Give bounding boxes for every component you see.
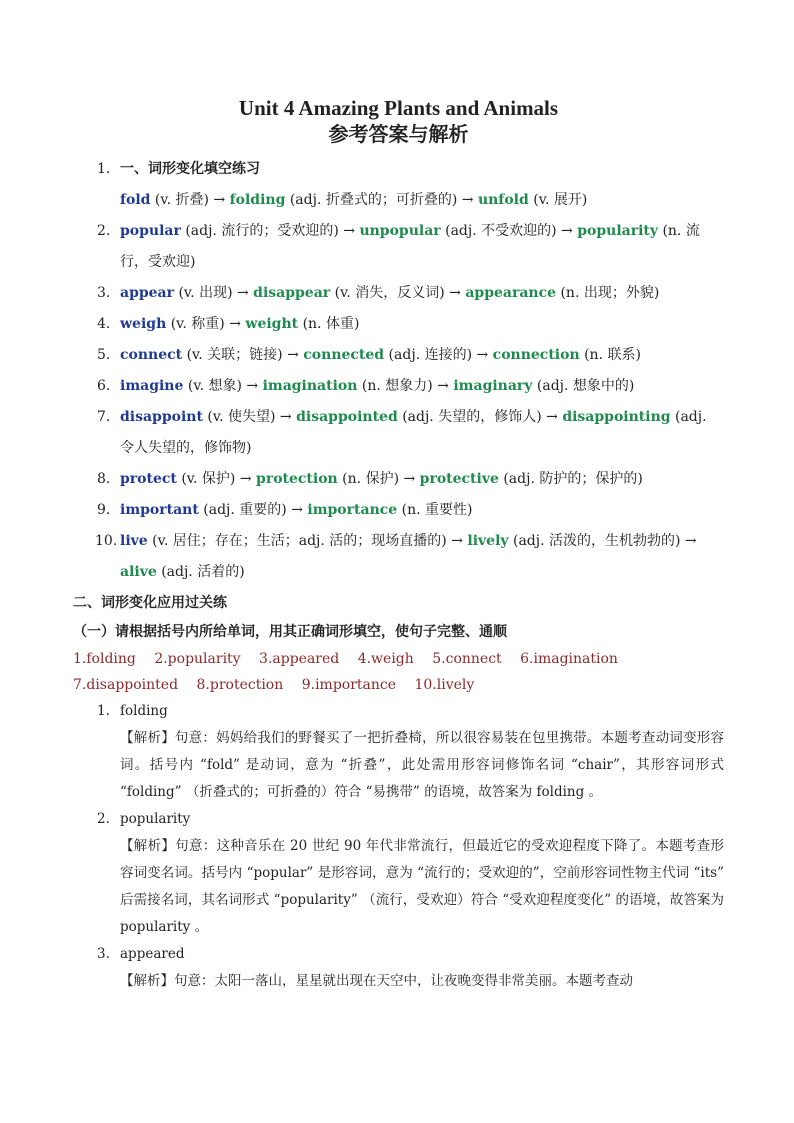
word-gloss: (v. 使失望) → — [202, 409, 297, 425]
word-gloss: (v. 想象) → — [183, 378, 263, 394]
word-gloss: (v. 关联；链接) → — [182, 347, 304, 363]
section-two-heading: 二、词形变化应用过关练 — [73, 595, 227, 611]
word-gloss: (adj. 失望的，修饰人) → — [397, 409, 563, 425]
section-one-heading: 一、词形变化填空练习 — [120, 161, 260, 177]
answer-item: 9.importance — [301, 677, 397, 693]
explanation-answer: popularity — [120, 811, 191, 827]
explanation-text: 【解析】句意：太阳一落山，星星就出现在天空中，让夜晚变得非常美丽。本题考查动 — [120, 973, 633, 989]
explanation-list — [73, 698, 724, 995]
explanation-item — [73, 698, 724, 806]
vocab-item — [73, 309, 724, 340]
vocab-line — [120, 340, 724, 371]
derived-word: alive — [120, 564, 157, 580]
vocab-item-number: 8. — [97, 471, 111, 487]
word-gloss: (n. 联系) — [579, 347, 641, 363]
base-word: important — [120, 502, 199, 518]
vocab-item — [73, 464, 724, 495]
base-word: disappoint — [120, 409, 203, 425]
word-gloss: (adj. 流行的；受欢迎的) → — [180, 223, 360, 239]
word-gloss: (adj. 连接的) → — [384, 347, 493, 363]
word-gloss: (v. 消失，反义词) → — [330, 285, 466, 301]
vocab-line — [120, 464, 724, 495]
derived-word: importance — [307, 502, 398, 518]
vocab-line — [120, 371, 724, 402]
base-word: weigh — [120, 316, 167, 332]
vocab-item-number: 3. — [97, 285, 111, 301]
word-gloss: (n. 想象力) → — [357, 378, 454, 394]
word-gloss: (n. 保护) → — [337, 471, 420, 487]
vocab-item — [73, 216, 724, 278]
base-word: fold — [120, 192, 151, 208]
word-gloss: (adj. 活着的) — [156, 564, 245, 580]
word-gloss: (v. 保护) → — [176, 471, 257, 487]
word-gloss: (v. 折叠) → — [150, 192, 230, 208]
answer-item: 5.connect — [432, 651, 502, 667]
base-word: imagine — [120, 378, 184, 394]
word-gloss: (v. 称重) → — [166, 316, 246, 332]
vocab-line — [120, 309, 724, 340]
word-formation-list — [73, 154, 724, 588]
derived-word: folding — [229, 192, 286, 208]
base-word: popular — [120, 223, 181, 239]
vocab-item — [73, 495, 724, 526]
word-gloss: (v. 出现) → — [174, 285, 254, 301]
vocab-item — [73, 278, 724, 309]
derived-word: imagination — [262, 378, 358, 394]
explanation-number: 1. — [97, 703, 110, 719]
answer-item: 7.disappointed — [73, 677, 179, 693]
derived-word: appearance — [465, 285, 557, 301]
word-gloss: (n. 出现；外貌) — [556, 285, 660, 301]
vocab-item-number: 1. — [97, 161, 111, 177]
vocab-line — [120, 216, 724, 278]
derived-word: unfold — [477, 192, 529, 208]
derived-word: disappointing — [562, 409, 671, 425]
explanation-text: 【解析】句意：这种音乐在 20 世纪 90 年代非常流行，但最近它的受欢迎程度下降了。本题考查形容词变名词。括号内 “popular” 是形容词，意为 “流行的；受欢迎的”，空前形容词性物主代词 “its” 后需接名词，其名词形式 “popularity” （流行，受欢迎）符合 “受欢迎程度变化” 的语境，故答案为 popularity 。 — [120, 838, 724, 935]
derived-word: connection — [492, 347, 580, 363]
explanation-number: 3. — [97, 946, 110, 962]
answer-item: 2.popularity — [154, 651, 241, 667]
word-gloss: (adj. 不受欢迎的) → — [440, 223, 578, 239]
derived-word: weight — [245, 316, 299, 332]
base-word: connect — [120, 347, 183, 363]
explanation-answer: folding — [120, 703, 168, 719]
answer-item: 6.imagination — [520, 651, 618, 667]
document-title: Unit 4 Amazing Plants and Animals — [238, 96, 559, 120]
explanation-answer: appeared — [120, 946, 185, 962]
word-gloss: (n. 重要性) — [397, 502, 473, 518]
explanation-text: 【解析】句意：妈妈给我们的野餐买了一把折叠椅，所以很容易装在包里携带。本题考查动词变形容词。括号内 “fold” 是动词，意为 “折叠”，此处需用形容词修饰名词 “chair”，其形容词形式 “folding” （折叠式的；可折叠的）符合 “易携带” 的语境，故答案为 folding 。 — [120, 730, 724, 800]
base-word: protect — [120, 471, 177, 487]
explanation-number: 2. — [97, 811, 110, 827]
word-gloss: (adj. 防护的；保护的) — [498, 471, 643, 487]
answer-item: 4.weigh — [357, 651, 414, 667]
vocab-item-number: 7. — [97, 409, 111, 425]
word-gloss: (n. 体重) — [298, 316, 360, 332]
word-gloss: (v. 居住；存在；生活；adj. 活的；现场直播的) → — [147, 533, 468, 549]
vocab-item-number: 2. — [97, 223, 111, 239]
vocab-item-number: 4. — [97, 316, 111, 332]
derived-word: disappear — [253, 285, 331, 301]
vocab-item-number: 9. — [97, 502, 111, 518]
derived-word: lively — [467, 533, 509, 549]
answer-item: 1.folding — [73, 651, 136, 667]
answer-item: 8.protection — [196, 677, 284, 693]
base-word: appear — [120, 285, 175, 301]
vocab-item — [73, 340, 724, 371]
derived-word: popularity — [577, 223, 658, 239]
word-gloss: (n. 流行，受欢迎) — [120, 223, 700, 270]
word-gloss: (adj. 活泼的，生机勃勃的) → — [508, 533, 697, 549]
vocab-line — [120, 185, 724, 216]
vocab-item — [73, 526, 724, 588]
answer-key — [73, 646, 724, 698]
vocab-item — [73, 154, 724, 216]
word-gloss: (adj. 重要的) → — [198, 502, 308, 518]
derived-word: protection — [256, 471, 338, 487]
derived-word: disappointed — [296, 409, 398, 425]
vocab-item-number: 6. — [97, 378, 111, 394]
vocab-item — [73, 402, 724, 464]
vocab-item-number: 5. — [97, 347, 111, 363]
vocab-line — [120, 526, 724, 588]
answer-item: 10.lively — [414, 677, 475, 693]
vocab-line — [120, 402, 724, 464]
base-word: live — [120, 533, 148, 549]
word-gloss: (adj. 令人失望的，修饰物) — [120, 409, 707, 456]
derived-word: connected — [303, 347, 385, 363]
section-two-subheading: （一）请根据括号内所给单词，用其正确词形填空，使句子完整、通顺 — [73, 624, 507, 640]
word-gloss: (adj. 折叠式的；可折叠的) → — [285, 192, 478, 208]
explanation-item — [73, 941, 724, 995]
vocab-line — [120, 278, 724, 309]
vocab-line — [120, 495, 724, 526]
derived-word: imaginary — [453, 378, 533, 394]
explanation-item — [73, 806, 724, 941]
answer-item: 3.appeared — [259, 651, 340, 667]
vocab-item — [73, 371, 724, 402]
derived-word: unpopular — [359, 223, 441, 239]
document-subtitle: 参考答案与解析 — [328, 122, 469, 146]
vocab-item-number: 10. — [95, 533, 118, 549]
word-gloss: (adj. 想象中的) — [532, 378, 635, 394]
derived-word: protective — [419, 471, 499, 487]
word-gloss: (v. 展开) — [528, 192, 588, 208]
